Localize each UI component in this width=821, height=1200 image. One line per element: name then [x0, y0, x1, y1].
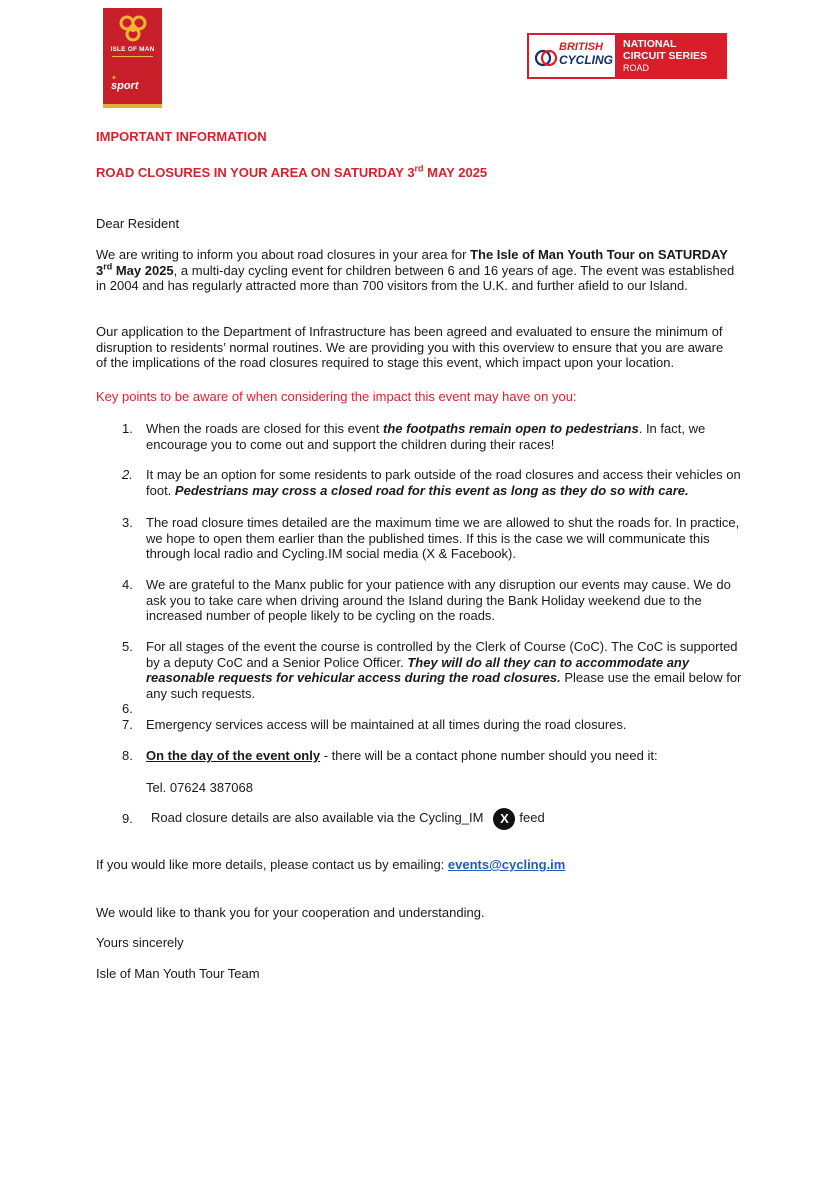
key-point-5: [146, 639, 746, 702]
item-number-6: 6.: [122, 701, 133, 716]
item-number-3: 3.: [122, 515, 133, 530]
key-point-8-emphasis: On the day of the event only: [146, 748, 321, 763]
key-point-1-text: When the roads are closed for this event: [146, 421, 384, 436]
key-point-1-emphasis: the footpaths remain open to pedestrians: [383, 421, 639, 436]
key-points-title: Key points to be aware of when considering the impact this event may have on you:: [96, 389, 577, 404]
road-closures-heading: [96, 165, 736, 181]
key-point-9: [151, 807, 751, 830]
badge-line-1: NATIONAL: [623, 38, 677, 50]
signoff: Yours sincerely: [96, 935, 184, 950]
key-point-2-emphasis: Pedestrians may cross a closed road for this event as long as they do so with care.: [174, 482, 689, 498]
key-point-9-text: Road closure details are also available via the Cycling_IM: [151, 810, 484, 825]
british-cycling-logo: [527, 33, 727, 79]
item-number-1: 1.: [122, 421, 133, 436]
isle-of-man-sport-logo: [103, 8, 162, 108]
closures-heading-year: MAY 2025: [423, 165, 488, 180]
important-heading: IMPORTANT INFORMATION: [96, 129, 267, 144]
isle-of-man-text: ISLE OF MAN: [110, 46, 155, 53]
badge-line-2: CIRCUIT SERIES: [623, 50, 708, 62]
x-logo-icon[interactable]: X: [493, 808, 515, 830]
key-point-2: [146, 467, 746, 498]
key-point-5-text: For all stages of the event the course is controlled by the Clerk of Course (CoC). The CoC is supported by a deputy CoC and a Senior Police Officer.: [146, 639, 738, 670]
key-point-1-text-end: . In fact, we encourage you to come out and support the children during their races!: [146, 421, 706, 452]
event-date-sup: rd: [103, 261, 113, 272]
closures-heading-sup: rd: [414, 163, 424, 174]
intro-paragraph: [96, 247, 736, 294]
sport-text: sport: [111, 80, 139, 92]
contact-email-link[interactable]: events@cycling.im: [447, 857, 566, 872]
british-text: BRITISH: [559, 41, 603, 53]
key-point-9-text-end: feed: [519, 810, 545, 825]
event-date-year: May 2025: [112, 262, 174, 278]
key-point-5-text-end: Please use the email below for any such requests.: [146, 670, 742, 702]
key-point-7: Emergency services access will be maintained at all times during the road closures.: [146, 717, 627, 732]
application-paragraph: Our application to the Department of Infrastructure has been agreed and evaluated to ensure the minimum of disruption to residents’ normal routines. We are providing you with this overview to ensure that you are aware of the implications of the road closures required to stage this event, which impact upon your location.: [96, 324, 724, 371]
intro-text-2: , a multi-day cycling event for children between 6 and 16 years of age. The event was established in 2004 and has regularly attracted more than 700 visitors from the U.K. and further afield to our Island.: [96, 262, 735, 294]
key-point-4: We are grateful to the Manx public for your patience with any disruption our events may cause. We do ask you to take care when driving around the Island during the Bank Holiday weekend due to the increased number of people likely to be cycling on the roads.: [146, 577, 731, 624]
badge-line-3: ROAD: [623, 63, 650, 73]
key-point-5-emphasis: They will do all they can to accommodate any reasonable requests for vehicular access during the road closures.: [146, 654, 690, 686]
contact-phone-number: Tel. 07624 387068: [146, 780, 253, 795]
closures-heading-text: ROAD CLOSURES IN YOUR AREA ON SATURDAY 3: [96, 165, 415, 180]
triskele-icon: [119, 14, 147, 42]
british-cycling-wordmark: [529, 35, 615, 77]
item-number-5: 5.: [122, 639, 133, 654]
key-point-1: [146, 421, 746, 452]
national-circuit-series-badge: [615, 35, 725, 77]
intro-text-1: We are writing to inform you about road closures in your area for: [96, 247, 471, 262]
key-point-8-text: - there will be a contact phone number should you need it:: [320, 748, 658, 763]
logo-divider: [112, 56, 153, 57]
key-point-3: The road closure times detailed are the maximum time we are allowed to shut the roads for. In practice, we hope to open them earlier than the published times. If this is the case we will communicate this through local radio and Cycling.IM social media (X & Facebook).: [146, 515, 740, 562]
sport-mark-icon: ✦: [111, 75, 117, 82]
item-number-8: 8.: [122, 748, 133, 763]
key-point-8: [146, 748, 746, 764]
bicycle-icon: [534, 40, 560, 72]
item-number-7: 7.: [122, 717, 133, 732]
contact-paragraph: [96, 857, 736, 873]
item-number-2: 2.: [122, 467, 133, 482]
cycling-text: CYCLING: [559, 53, 613, 67]
event-name-text: The Isle of Man Youth Tour on SATURDAY 3: [96, 247, 728, 278]
item-number-9: 9.: [122, 811, 133, 826]
team-signature: Isle of Man Youth Tour Team: [96, 966, 260, 981]
contact-text: If you would like more details, please contact us by emailing:: [96, 857, 448, 872]
greeting: Dear Resident: [96, 216, 180, 231]
thanks-paragraph: We would like to thank you for your cooperation and understanding.: [96, 905, 485, 920]
key-point-2-text: It may be an option for some residents to park outside of the road closures and access their vehicles on foot.: [146, 467, 741, 498]
item-number-4: 4.: [122, 577, 133, 592]
